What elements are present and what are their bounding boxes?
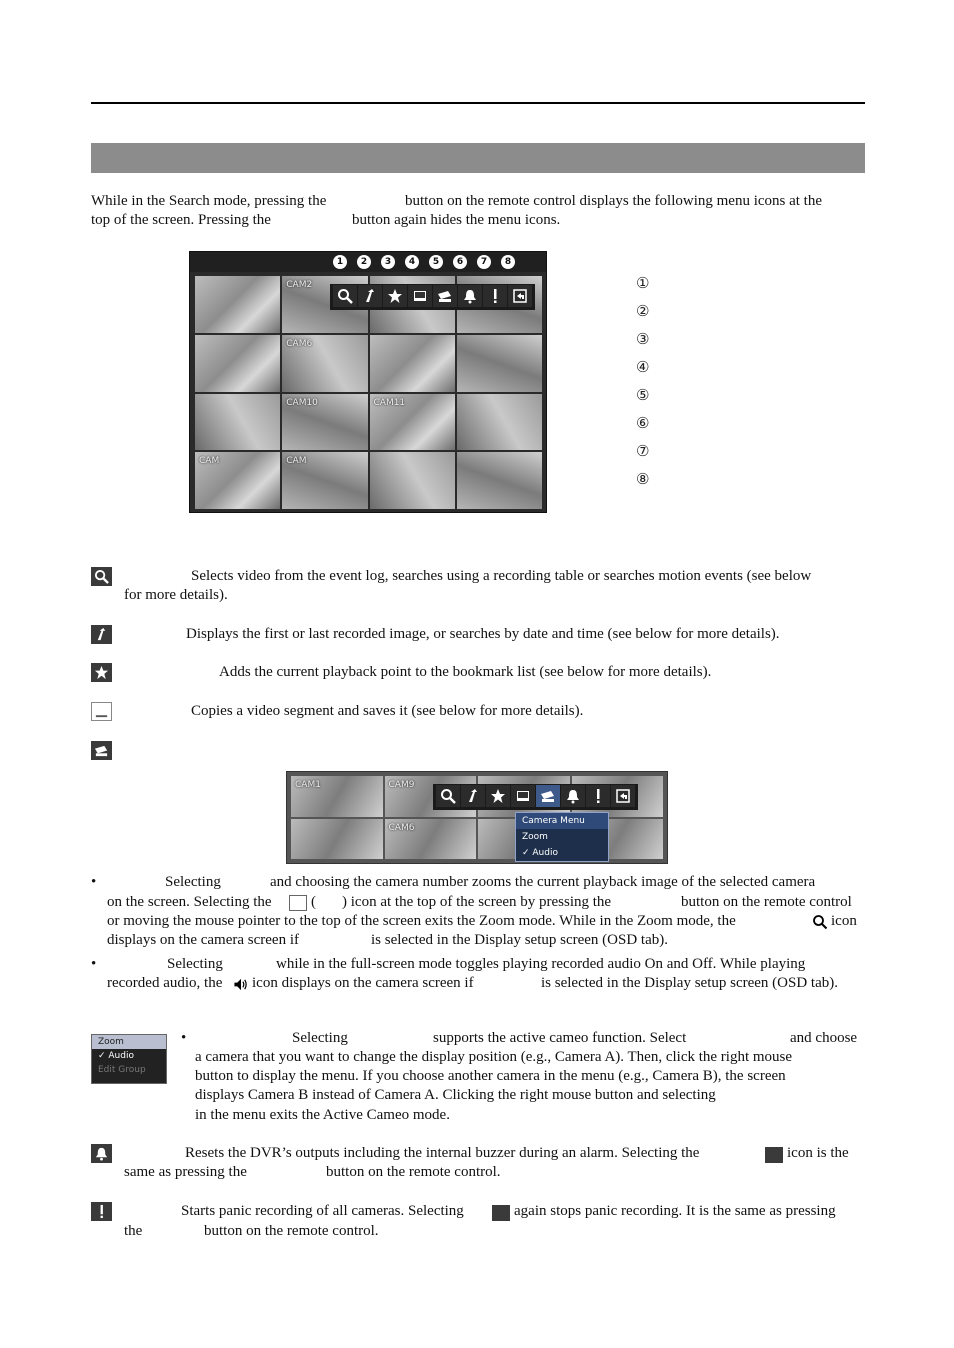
camera-menu-icon[interactable] — [433, 285, 457, 307]
search-description: Selects video from the event log, searches using a recording table or searches motion events (see below — [191, 568, 812, 584]
zoom-magnifier-icon — [812, 914, 828, 930]
search-icon — [91, 567, 112, 586]
search-menu-screenshot — [189, 251, 547, 513]
copy-icon[interactable] — [511, 785, 535, 807]
cameo-text: in the menu exits the Active Cameo mode. — [195, 1107, 450, 1123]
zoom-text: and choosing the camera number zooms the current playback image of the selected camera — [270, 874, 816, 890]
alarm-bell-icon — [91, 1144, 112, 1163]
section-band — [91, 143, 865, 173]
bookmark-description: Adds the current playback point to the bookmark list (see below for more details). — [219, 664, 712, 680]
camera-tile[interactable]: CAM6 — [282, 335, 367, 392]
cameo-text: displays Camera B instead of Camera A. Clicking the right mouse button and selecting — [195, 1087, 716, 1103]
zoom-text: button on the remote control — [681, 894, 852, 910]
copy-description: Copies a video segment and saves it (see below for more details). — [191, 703, 584, 719]
panic-exclamation-icon[interactable] — [483, 285, 507, 307]
legend-3: ③ — [636, 330, 650, 348]
header-rule — [91, 102, 865, 104]
bookmark-star-icon[interactable] — [383, 285, 407, 307]
callout-numbers — [333, 255, 515, 269]
intro-line-2a: top of the screen. Pressing the — [91, 212, 271, 228]
intro-line-1a: While in the Search mode, pressing the — [91, 193, 327, 209]
search-menu-icon-bar — [330, 284, 535, 310]
zoom-text: ) icon at the top of the screen by pressing the — [342, 894, 612, 910]
audio-text: recorded audio, the — [107, 975, 223, 991]
callout-5: 5 — [429, 255, 443, 269]
popup-item-zoom[interactable]: Zoom — [92, 1035, 166, 1049]
camera-tile[interactable]: CAM6 — [385, 819, 477, 860]
popup-item-audio[interactable]: ✓ Audio — [98, 1051, 134, 1061]
camera-tile[interactable] — [457, 394, 542, 451]
legend-1: ① — [636, 274, 650, 292]
cameo-bullet: • — [181, 1030, 187, 1046]
go-to-icon — [91, 625, 112, 644]
copy-icon — [91, 702, 112, 721]
camera-grid — [195, 276, 542, 509]
legend-6: ⑥ — [636, 414, 650, 432]
camera-menu-screenshot — [286, 771, 668, 864]
audio-text: icon displays on the camera screen if — [252, 975, 474, 991]
bookmark-star-icon[interactable] — [486, 785, 510, 807]
camera-menu-zoom[interactable]: Zoom — [522, 832, 548, 842]
callout-8: 8 — [501, 255, 515, 269]
intro-line-1b: button on the remote control displays the following menu icons at the — [405, 193, 823, 209]
callout-2: 2 — [357, 255, 371, 269]
camera-menu-icon[interactable] — [536, 785, 560, 807]
cameo-text: button to display the menu. If you choose another camera in the menu (e.g., Camera B), the screen — [195, 1068, 786, 1084]
copy-icon[interactable] — [408, 285, 432, 307]
zoom-text: is selected in the Display setup screen (OSD tab). — [371, 932, 669, 948]
cameo-text: and choose — [790, 1030, 858, 1046]
camera-menu-icon — [91, 741, 112, 760]
go-to-icon[interactable] — [461, 785, 485, 807]
callout-3: 3 — [381, 255, 395, 269]
camera-tile[interactable]: CAM10 — [282, 394, 367, 451]
alarm-bell-icon[interactable] — [561, 785, 585, 807]
legend-8: ⑧ — [636, 470, 650, 488]
panic-exclamation-icon[interactable] — [586, 785, 610, 807]
camera-tile[interactable]: CAM2 — [282, 276, 367, 333]
panic-text: Starts panic recording of all cameras. Selecting — [181, 1203, 464, 1219]
cameo-text: Selecting — [292, 1030, 348, 1046]
alarm-text: Resets the DVR’s outputs including the internal buzzer during an alarm. Selecting the — [185, 1145, 700, 1161]
zoom-text: or moving the mouse pointer to the top of the screen exits the Zoom mode. While in the Zoom mode, the — [107, 913, 736, 929]
zoom-text: icon — [831, 913, 857, 929]
camera-tile[interactable]: CAM — [282, 452, 367, 509]
callout-7: 7 — [477, 255, 491, 269]
camera-tile[interactable] — [195, 394, 280, 451]
exit-icon — [289, 895, 307, 911]
search-description-cont: for more details). — [124, 587, 228, 603]
cameo-text: a camera that you want to change the display position (e.g., Camera A). Then, click the right mouse — [195, 1049, 793, 1065]
alarm-text: icon is the — [787, 1145, 849, 1161]
camera-tile[interactable] — [195, 335, 280, 392]
alarm-text: same as pressing the — [124, 1164, 247, 1180]
alarm-text: button on the remote control. — [326, 1164, 501, 1180]
callout-4: 4 — [405, 255, 419, 269]
callout-6: 6 — [453, 255, 467, 269]
camera-popup-menu — [91, 1034, 167, 1084]
camera-tile[interactable]: CAM1 — [291, 776, 383, 817]
camera-tile[interactable] — [195, 276, 280, 333]
camera-tile[interactable] — [457, 452, 542, 509]
audio-text: is selected in the Display setup screen (OSD tab). — [541, 975, 839, 991]
zoom-text: Selecting — [165, 874, 221, 890]
camera-tile[interactable]: CAM9 — [385, 776, 477, 817]
camera-menu-audio[interactable]: ✓ Audio — [522, 848, 558, 858]
speaker-icon — [233, 977, 249, 992]
legend-7: ⑦ — [636, 442, 650, 460]
cameo-text: supports the active cameo function. Select — [433, 1030, 687, 1046]
camera-tile[interactable] — [370, 452, 455, 509]
legend-2: ② — [636, 302, 650, 320]
exit-icon[interactable] — [508, 285, 532, 307]
panic-exclamation-icon — [91, 1202, 112, 1221]
search-icon[interactable] — [333, 285, 357, 307]
legend-5: ⑤ — [636, 386, 650, 404]
alarm-bell-icon — [765, 1147, 783, 1163]
camera-menu-header: Camera Menu — [516, 813, 608, 829]
intro-line-2b: button again hides the menu icons. — [352, 212, 561, 228]
bookmark-star-icon — [91, 663, 112, 682]
zoom-text: ( — [311, 894, 316, 910]
camera-tile[interactable]: CAM11 — [370, 394, 455, 451]
camera-tile[interactable] — [370, 335, 455, 392]
legend-4: ④ — [636, 358, 650, 376]
callout-1: 1 — [333, 255, 347, 269]
audio-text: Selecting — [167, 956, 223, 972]
camera-menu-dropdown — [515, 812, 609, 862]
panic-text: again stops panic recording. It is the same as pressing — [514, 1203, 836, 1219]
panic-text: button on the remote control. — [204, 1223, 379, 1239]
camera-tile[interactable]: CAM — [195, 452, 280, 509]
zoom-text: displays on the camera screen if — [107, 932, 300, 948]
exit-icon[interactable] — [611, 785, 635, 807]
audio-bullet: • — [91, 956, 97, 972]
go-to-icon[interactable] — [358, 285, 382, 307]
search-menu-icon-bar — [433, 784, 638, 810]
alarm-bell-icon[interactable] — [458, 285, 482, 307]
popup-item-edit-group[interactable]: Edit Group — [98, 1065, 146, 1075]
camera-tile[interactable] — [291, 819, 383, 860]
panic-exclamation-icon — [492, 1205, 510, 1221]
search-icon[interactable] — [436, 785, 460, 807]
panic-text: the — [124, 1223, 143, 1239]
zoom-bullet: • — [91, 874, 97, 890]
camera-tile[interactable] — [457, 335, 542, 392]
audio-text: while in the full-screen mode toggles playing recorded audio On and Off. While playing — [276, 956, 806, 972]
go-to-description: Displays the first or last recorded image, or searches by date and time (see below for more details). — [186, 626, 780, 642]
zoom-text: on the screen. Selecting the — [107, 894, 272, 910]
